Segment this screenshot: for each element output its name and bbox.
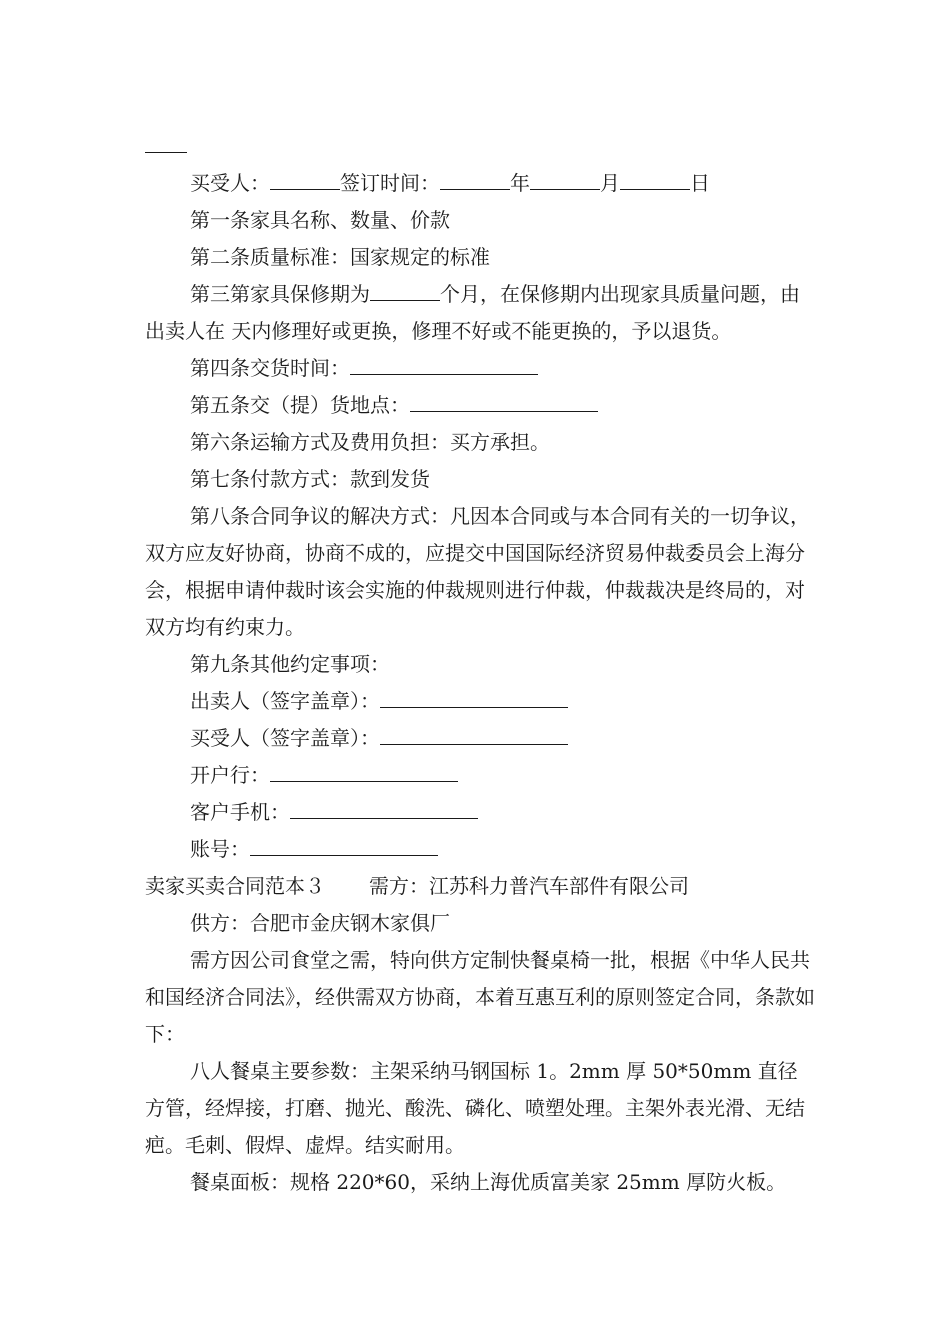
phone-label: 客户手机： [190,800,290,824]
seller-signature-label: 出卖人（签字盖章）： [190,689,380,713]
buyer-sign-line [145,165,817,202]
buyer-signature [145,720,817,757]
warranty-blank [370,276,440,301]
table-spec-paragraph: 八人餐桌主要参数：主架采纳马钢国标 1。2mm 厚 50*50mm 直径方管，经焊接，打磨、抛光、酸洗、磷化、喷塑处理。主架外表光滑、无结疤。毛刺、假焊、虚焊。结实耐用。 [145,1059,805,1157]
year-blank [440,165,510,190]
buyer-label: 买受人： [190,171,270,195]
supplier-party: 供方：合肥市金庆钢木家俱厂 [190,911,450,935]
clause-1: 第一条家具名称、数量、价款 [190,208,450,232]
seller-signature [145,683,817,720]
demand-party: 需方：江苏科力普汽车部件有限公司 [369,874,689,898]
clause-5 [145,387,817,424]
bank-field [145,757,817,794]
buyer-signature-blank [380,720,568,745]
day-label: 日 [690,171,710,195]
top-rule-line [145,128,817,165]
clause-8: 第八条合同争议的解决方式：凡因本合同或与本合同有关的一切争议，双方应友好协商，协商不成的，应提交中国国际经济贸易仲裁委员会上海分会，根据申请仲裁时该会实施的仲裁规则进行仲裁，仲裁裁决是终局的，对双方均有约束力。 [145,504,810,639]
clause-7: 第七条付款方式：款到发货 [190,467,430,491]
account-label: 账号： [190,837,250,861]
delivery-time-blank [350,350,538,375]
clause-2: 第二条质量标准：国家规定的标准 [190,245,490,269]
buyer-blank [270,165,340,190]
top-rule-blank [145,128,187,153]
bank-blank [270,757,458,782]
clause-3-b: 个月，在保修期内出现家具质量问题，由出卖人在 天内修理好或更换，修理不好或不能更换的，予以退货。 [145,282,800,343]
sample3-heading [145,868,817,905]
sign-time-label: 签订时间： [340,171,440,195]
clause-4 [145,350,817,387]
month-blank [530,165,600,190]
day-blank [620,165,690,190]
contract-page [145,128,817,1201]
seller-signature-blank [380,683,568,708]
year-label: 年 [510,171,530,195]
phone-blank [290,794,478,819]
month-label: 月 [600,171,620,195]
clause-6: 第六条运输方式及费用负担：买方承担。 [190,430,550,454]
clause-5-label: 第五条交（提）货地点： [190,393,410,417]
intro-paragraph: 需方因公司食堂之需，特向供方定制快餐桌椅一批，根据《中华人民共和国经济合同法》，经供需双方协商，本着互惠互利的原则签定合同，条款如下： [145,948,815,1046]
clause-4-label: 第四条交货时间： [190,356,350,380]
buyer-signature-label: 买受人（签字盖章）： [190,726,380,750]
tabletop-paragraph: 餐桌面板：规格 220*60，采纳上海优质富美家 25mm 厚防火板。 [190,1170,787,1194]
clause-3-a: 第三第家具保修期为 [190,282,370,306]
account-blank [250,831,438,856]
clause-9: 第九条其他约定事项： [190,652,390,676]
sample3-title: 卖家买卖合同范本３ [145,874,325,898]
bank-label: 开户行： [190,763,270,787]
account-field [145,831,817,868]
clause-3 [145,276,817,350]
delivery-place-blank [410,387,598,412]
phone-field [145,794,817,831]
